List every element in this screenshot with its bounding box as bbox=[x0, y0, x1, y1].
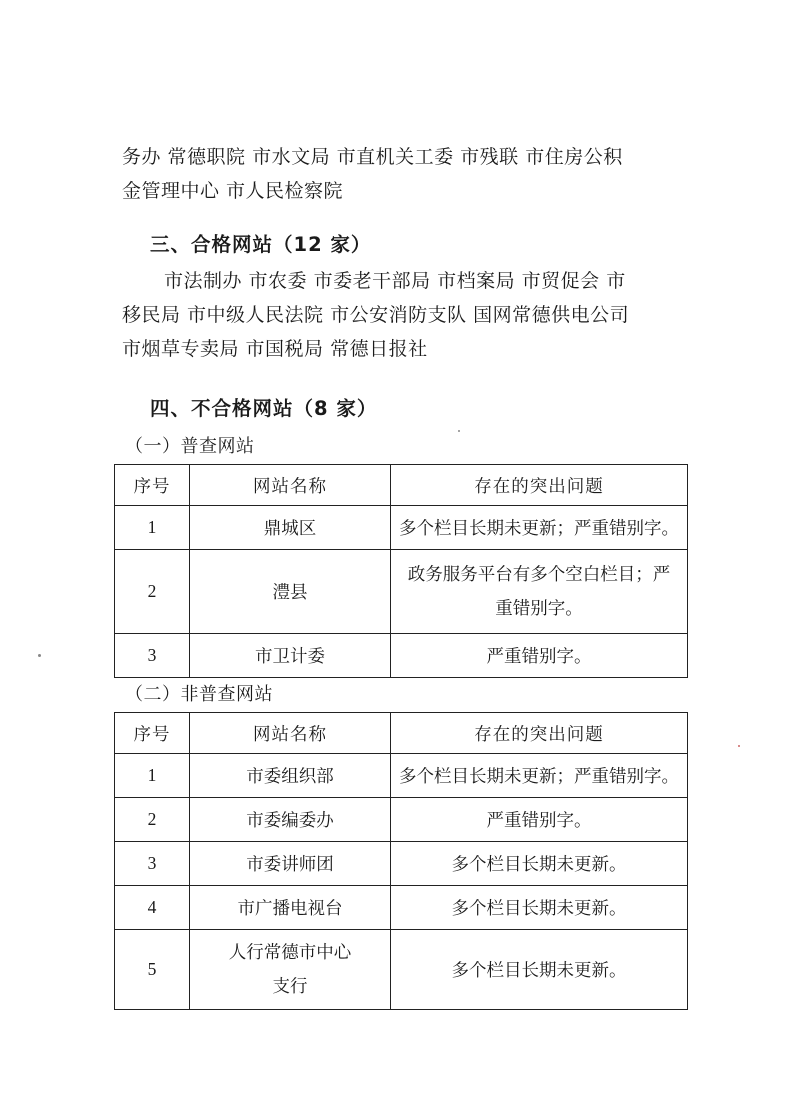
row-number: 3 bbox=[115, 842, 190, 886]
subheading-census-sites: （一）普查网站 bbox=[125, 436, 255, 457]
header-issues: 存在的突出问题 bbox=[391, 465, 688, 506]
row-number: 3 bbox=[115, 634, 190, 678]
table-row bbox=[115, 798, 688, 842]
header-site-name: 网站名称 bbox=[190, 713, 391, 754]
row-site-name: 鼎城区 bbox=[190, 506, 391, 550]
header-issues: 存在的突出问题 bbox=[391, 713, 688, 754]
row-site-name: 澧县 bbox=[190, 550, 391, 634]
row-site-name: 市委讲师团 bbox=[190, 842, 391, 886]
row-issue: 多个栏目长期未更新。 bbox=[391, 886, 688, 930]
intro-line-1: 务办 常德职院 市水文局 市直机关工委 市残联 市住房公积 bbox=[122, 146, 623, 168]
section4-heading: 四、不合格网站（8 家） bbox=[150, 397, 378, 420]
table-row bbox=[115, 506, 688, 550]
row-number: 4 bbox=[115, 886, 190, 930]
row-number: 1 bbox=[115, 754, 190, 798]
header-site-name: 网站名称 bbox=[190, 465, 391, 506]
row-number: 5 bbox=[115, 930, 190, 1010]
row-number: 1 bbox=[115, 506, 190, 550]
table-row bbox=[115, 754, 688, 798]
section3-paragraph bbox=[122, 264, 692, 366]
scan-speck bbox=[38, 654, 41, 657]
scan-speck bbox=[738, 745, 740, 747]
row-issue: 多个栏目长期未更新。 bbox=[391, 842, 688, 886]
row-site-name: 市卫计委 bbox=[190, 634, 391, 678]
section3-line-2: 移民局 市中级人民法院 市公安消防支队 国网常德供电公司 bbox=[122, 304, 630, 326]
header-number: 序号 bbox=[115, 713, 190, 754]
row-number: 2 bbox=[115, 550, 190, 634]
table-non-census-sites bbox=[114, 712, 688, 1010]
row-issue: 多个栏目长期未更新；严重错别字。 bbox=[391, 754, 688, 798]
section3-heading: 三、合格网站（12 家） bbox=[150, 233, 372, 256]
row-site-name: 人行常德市中心支行 bbox=[190, 930, 391, 1010]
table-row bbox=[115, 930, 688, 1010]
row-issue: 多个栏目长期未更新；严重错别字。 bbox=[391, 506, 688, 550]
scan-speck bbox=[458, 430, 460, 432]
row-site-name: 市广播电视台 bbox=[190, 886, 391, 930]
row-issue: 严重错别字。 bbox=[391, 798, 688, 842]
table-header-row bbox=[115, 713, 688, 754]
table-header-row bbox=[115, 465, 688, 506]
row-site-name: 市委编委办 bbox=[190, 798, 391, 842]
table-row bbox=[115, 634, 688, 678]
table-row bbox=[115, 842, 688, 886]
table-row bbox=[115, 550, 688, 634]
intro-line-2: 金管理中心 市人民检察院 bbox=[122, 180, 344, 202]
row-site-name: 市委组织部 bbox=[190, 754, 391, 798]
header-number: 序号 bbox=[115, 465, 190, 506]
table-row bbox=[115, 886, 688, 930]
subheading-non-census-sites: （二）非普查网站 bbox=[125, 684, 273, 705]
table-census-sites bbox=[114, 464, 688, 678]
row-number: 2 bbox=[115, 798, 190, 842]
section3-line-3: 市烟草专卖局 市国税局 常德日报社 bbox=[122, 338, 428, 360]
row-issue: 政务服务平台有多个空白栏目；严重错别字。 bbox=[391, 550, 688, 634]
row-issue: 多个栏目长期未更新。 bbox=[391, 930, 688, 1010]
intro-paragraph bbox=[122, 140, 692, 208]
row-issue: 严重错别字。 bbox=[391, 634, 688, 678]
section3-line-1: 市法制办 市农委 市委老干部局 市档案局 市贸促会 市 bbox=[164, 270, 626, 292]
